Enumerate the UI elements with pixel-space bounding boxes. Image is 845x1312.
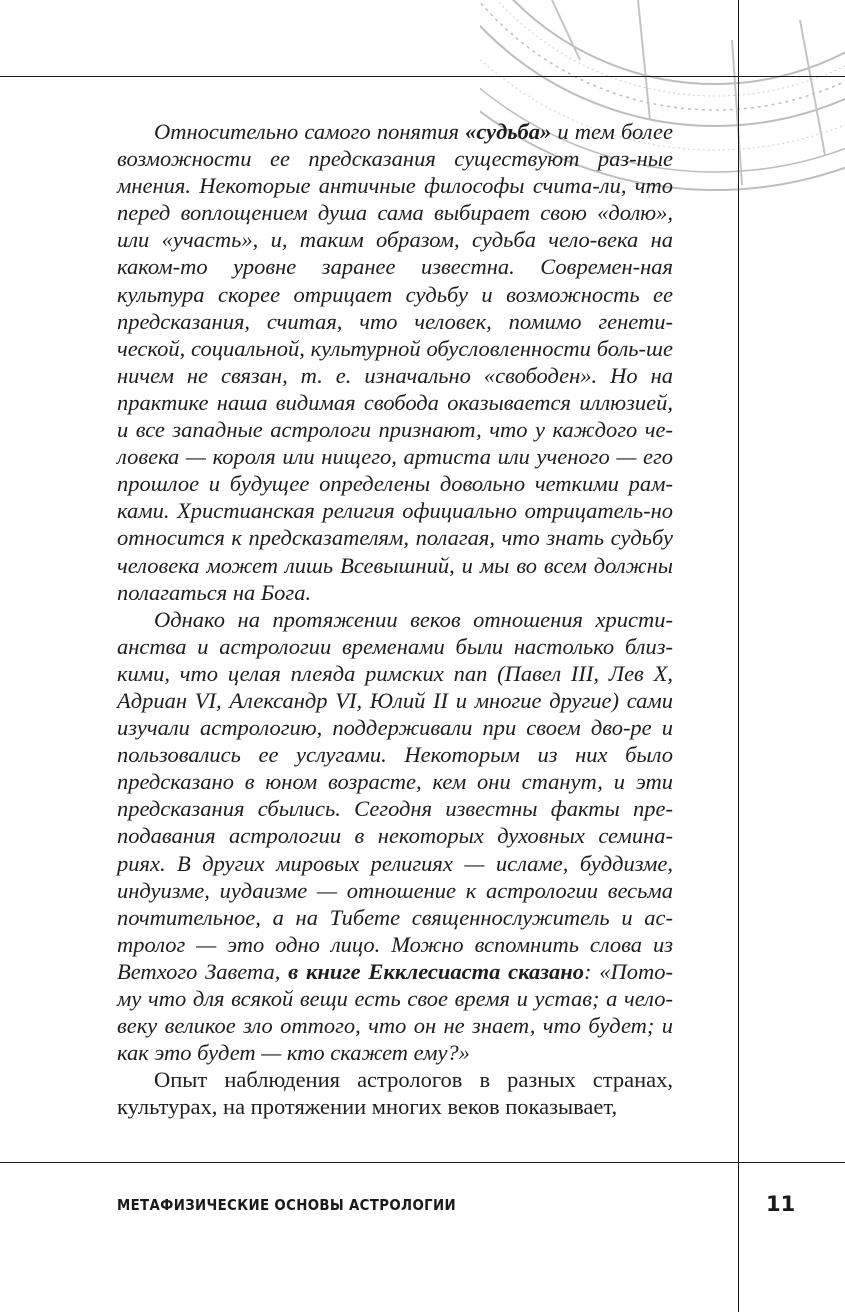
paragraph <box>117 606 673 1067</box>
running-title: МЕТАФИЗИЧЕСКИЕ ОСНОВЫ АСТРОЛОГИИ <box>117 1196 456 1214</box>
page-number: 11 <box>766 1192 796 1216</box>
paragraph: Опыт наблюдения астрологов в разных странах, культурах, на протяжении многих веков показывает, <box>117 1067 673 1120</box>
top-rule <box>0 76 845 77</box>
bold-term: «судьба» <box>465 119 552 144</box>
side-rule <box>738 0 739 1312</box>
text-span: : «Пото-му что для всякой вещи есть свое время и устав; а чело-веку великое зло оттого, что он не знает, что будет; и как это будет — кто скажет ему?» <box>117 958 674 1066</box>
bottom-rule <box>0 1162 845 1163</box>
paragraph <box>117 118 673 606</box>
text-span: и тем более возможности ее предсказания существуют раз-ные мнения. Некоторые античные философы счита-ли, что перед воплощением душа сама выбирает свою «долю», или «участь», и, таким образом, судьба чело-века на каком-то уровне заранее известна. Современ-ная культура скорее отрицает судьбу и возможность ее предсказания, считая, что человек, помимо генети-ческой, социальной, культурной обусловленности боль-ше ничем не связан, т. е. изначально «свободен». Но на практике наша видимая свобода оказывается иллюзией, и все западные астрологи признают, что у каждого че-ловека — короля или нищего, артиста или ученого — его прошлое и будущее определены довольно четкими рам-ками. Христианская религия официально отрицатель-но относится к предсказателям, полагая, что знать судьбу человека может лишь Всевышний, и мы во всем должны полагаться на Бога. <box>117 119 673 605</box>
bold-term: в книге Екклесиаста сказано <box>288 958 585 984</box>
text-span: Относительно самого понятия <box>154 119 466 144</box>
text-span: Однако на протяжении веков отношения христи-анства и астрологии временами были настолько близ-кими, что целая плеяда римских пап (Павел III, Лев X, Адриан VI, Александр VI, Юлий II и многие другие) сами изучали астрологию, поддерживали при своем дво-ре и пользовались ее услугами. Некоторым из них было предсказано в юном возрасте, кем они станут, и эти предсказания сбылись. Сегодня известны факты пре-подавания астрологии в некоторых духовных семина-риях. В других мировых религиях — исламе, буддизме, индуизме, иудаизме — отношение к астрологии весьма почтительное, а на Тибете священнослужитель и ас-тролог — это одно лицо. Можно вспомнить слова из Ветхого Завета, <box>117 606 673 984</box>
body-text <box>117 118 673 1120</box>
